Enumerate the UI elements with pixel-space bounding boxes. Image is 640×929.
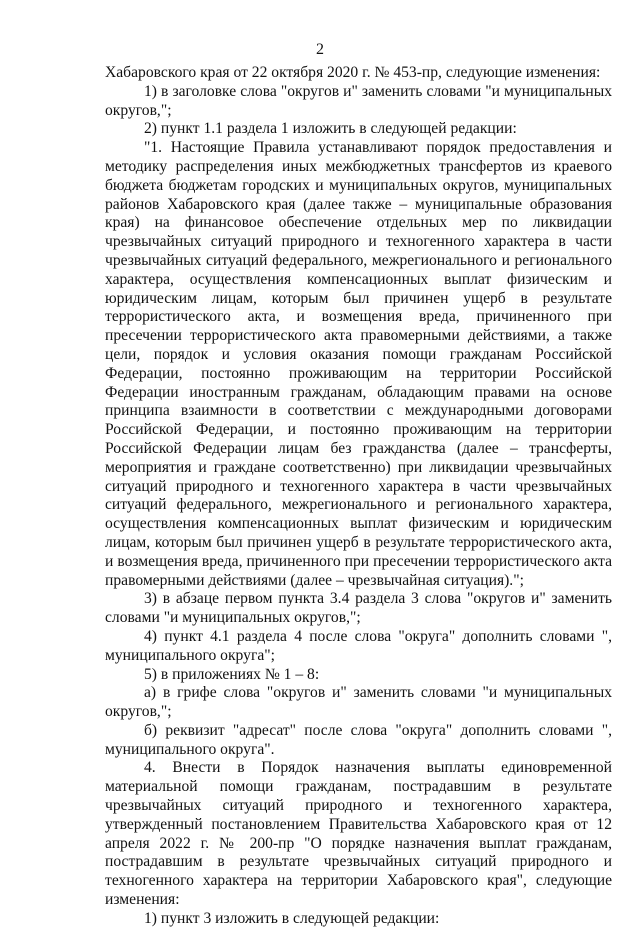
document-body	[105, 64, 612, 929]
paragraph: 5) в приложениях № 1 – 8:	[144, 665, 320, 683]
paragraph: Хабаровского края от 22 октября 2020 г. № 453-пр, следующие изменения:	[105, 64, 601, 81]
paragraph: 1) в заголовке слова "округов и" заменить словами "и муниципальных округов,";	[105, 82, 612, 119]
paragraph: 2) пункт 1.1 раздела 1 изложить в следующей редакции:	[144, 120, 517, 138]
paragraph: а) в грифе слова "округов и" заменить словами "и муниципальных округов,";	[105, 684, 612, 721]
paragraph: 3) в абзаце первом пункта 3.4 раздела 3 слова "округов и" заменить словами "и муниципальных округов,";	[105, 590, 612, 627]
paragraph: 4. Внести в Порядок назначения выплаты единовременной материальной помощи гражданам, пострадавшим в результате чрезвычайных ситуаций природного и техногенного характера, утвержденный постановлением Правительства Хабаровского края от 12 апреля 2022 г. № 200-пр "О порядке назначения выплат гражданам, пострадавшим в результате чрезвычайных ситуаций природного и техногенного характера на территории Хабаровского края", следующие изменения:	[105, 759, 612, 909]
paragraph: 1) пункт 3 изложить в следующей редакции:	[144, 909, 440, 927]
page-number: 2	[316, 41, 324, 58]
paragraph: б) реквизит "адресат" после слова "округа" дополнить словами ", муниципального округа".	[105, 721, 612, 758]
paragraph: 4) пункт 4.1 раздела 4 после слова "округа" дополнить словами ", муниципального округа";	[105, 627, 612, 664]
paragraph: "1. Настоящие Правила устанавливают порядок предоставления и методику распределения иных межбюджетных трансфертов из краевого бюджета бюджетам городских и муниципальных округов, муниципальных районов Хабаровского края (далее также – муниципальные образования края) на финансовое обеспечение отдельных мер по ликвидации чрезвычайных ситуаций природного и техногенного характера в части чрезвычайных ситуаций федерального, межрегионального и регионального характера, осуществления компенсационных выплат физическим и юридическим лицам, которым был причинен ущерб в результате террористического акта, и возмещения вреда, причиненного при пресечении террористического акта правомерными действиями, а также цели, порядок и условия оказания помощи гражданам Российской Федерации, постоянно проживающим на территории Российской Федерации иностранным гражданам, обладающим правами на основе принципа взаимности в соответствии с международными договорами Российской Федерации, и постоянно проживающим на территории Российской Федерации лицам без гражданства (далее – трансферты, мероприятия и граждане соответственно) при ликвидации чрезвычайных ситуаций природного и техногенного характера в части чрезвычайных ситуаций федерального, межрегионального и регионального характера, осуществления компенсационных выплат физическим и юридическим лицам, которым был причинен ущерб в результате террористического акта, и возмещения вреда, причиненного при пресечении террористического акта правомерными действиями (далее – чрезвычайная ситуация).";	[105, 139, 612, 589]
